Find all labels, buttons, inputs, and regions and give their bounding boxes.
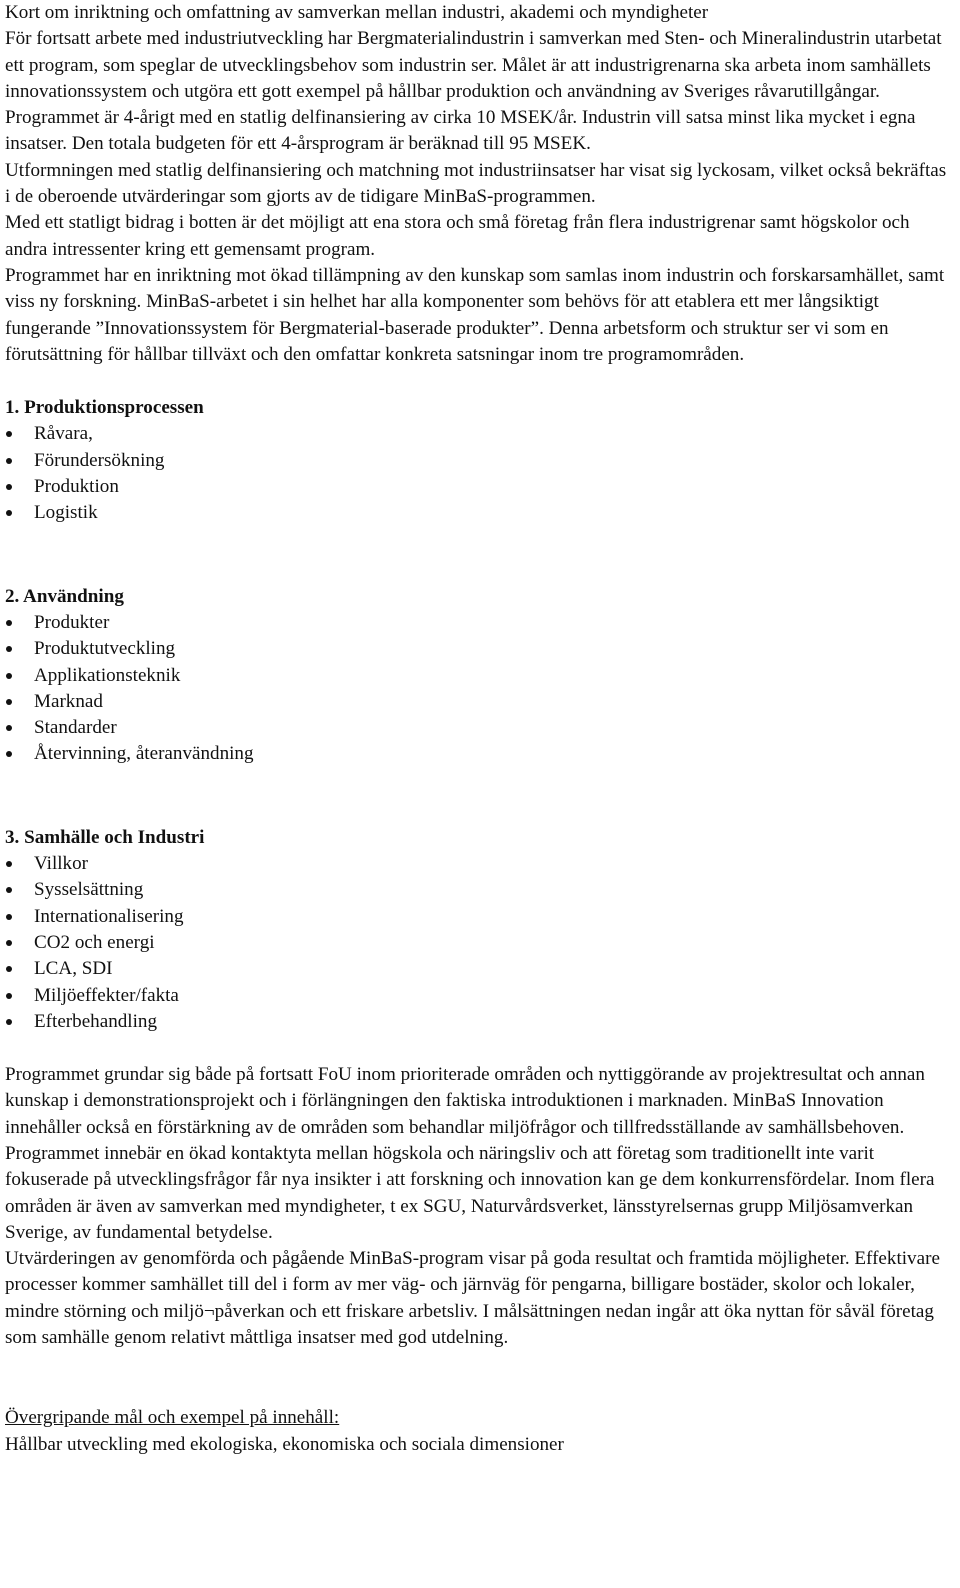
goals-line: Hållbar utveckling med ekologiska, ekonomiska och sociala dimensioner <box>5 1433 564 1455</box>
list-item-label: Förundersökning <box>34 449 165 471</box>
bullet-icon <box>6 646 12 652</box>
body-paragraph-1: Programmet grundar sig både på fortsatt FoU inom prioriterade områden och nyttiggörande av projektresultat och annan kunskap i demonstrationsprojekt och i förlängningen den faktiska introduktionen i marknaden. MinBaS Innovation innehåller också en förstärkning av de områden som behandlar miljöfrågor och tillfredsställande av samhällsbehoven. Programmet innebär en ökad kontaktyta mellan högskola och näringsliv och att företag som traditionellt inte varit fokuserade på utvecklingsfrågor får nya insikter i att forskning och innovation kan ge dem konkurrensfördelar. Inom flera områden är även av samverkan med myndigheter, t ex SGU, Naturvårdsverket, länsstyrelsernas grupp Miljösamverkan Sverige, av fundamental betydelse. <box>5 1064 935 1243</box>
section-heading: 1. Produktionsprocessen <box>5 397 204 419</box>
bullet-icon <box>6 620 12 626</box>
intro-paragraph-3: Utformningen med statlig delfinansiering och matchning mot industriinsatser har visat sig lyckosam, vilket också bekräftas i de oberoende utvärderingar som gjorts av de tidigare MinBaS-programmen. <box>5 159 947 208</box>
section-2 <box>5 584 953 768</box>
document-page <box>5 0 953 1458</box>
intro-title: Kort om inriktning och omfattning av samverkan mellan industri, akademi och myndigheter <box>5 2 709 23</box>
list-item-label: Internationalisering <box>34 905 184 927</box>
body-paragraph-2: Utvärderingen av genomförda och pågående MinBaS-program visar på goda resultat och framtida möjligheter. Effektivare processer kommer samhället till del i form av mer väg- och järnväg för pengarna, billigare bostäder, skolor och lokaler, mindre störning och miljö¬påverkan och ett friskare arbetsliv. I målsättningen nedan ingår att öka nyttan för såväl företag som samhälle genom relativt måttliga insatser med god utdelning. <box>5 1248 940 1349</box>
list-item-label: Logistik <box>34 502 98 524</box>
list-item-label: Råvara, <box>34 423 93 445</box>
list-item-label: CO2 och energi <box>34 931 155 953</box>
list-item-label: Standarder <box>34 717 117 739</box>
list-item-label: Produktutveckling <box>34 638 176 660</box>
bullet-icon <box>6 673 12 679</box>
section-heading: 3. Samhälle och Industri <box>5 826 205 848</box>
bullet-icon <box>6 458 12 464</box>
bullet-icon <box>6 699 12 705</box>
list-item <box>5 741 953 767</box>
list-item-label: Produkter <box>34 611 110 633</box>
list-item-label: LCA, SDI <box>34 958 113 980</box>
bullet-icon <box>6 725 12 731</box>
bullet-icon <box>6 887 12 893</box>
list-item <box>5 663 953 689</box>
list-item <box>5 851 953 877</box>
intro-paragraph-4: Med ett statligt bidrag i botten är det möjligt att ena stora och små företag från flera industrigrenar samt högskolor och andra intressenter kring ett gemensamt program. <box>5 212 910 260</box>
bullet-icon <box>6 966 12 972</box>
goals-subheading: Övergripande mål och exempel på innehåll: <box>5 1407 340 1429</box>
list-item <box>5 904 953 930</box>
list-item <box>5 610 953 636</box>
list-item <box>5 500 953 526</box>
list-item-label: Miljöeffekter/fakta <box>34 984 179 1006</box>
bullet-icon <box>6 1019 12 1025</box>
bullet-icon <box>6 751 12 757</box>
list-item <box>5 956 953 982</box>
list-item <box>5 636 953 662</box>
intro-paragraph-1: För fortsatt arbete med industriutveckling har Bergmaterialindustrin i samverkan med Sten- och Mineralindustrin utarbetat ett program, som speglar de utvecklingsbehov som industrin ser. Målet är att industrigrenarna ska arbeta inom samhällets innovationssystem och utgöra ett gott exempel på hållbar produktion och användning av Sveriges råvarutillgångar. <box>5 28 942 102</box>
list-item <box>5 448 953 474</box>
list-item <box>5 983 953 1009</box>
intro-paragraph-5: Programmet har en inriktning mot ökad tillämpning av den kunskap som samlas inom industrin och forskarsamhället, samt viss ny forskning. MinBaS-arbetet i sin helhet har alla komponenter som behövs för att etablera ett mer långsiktigt fungerande ”Innovationssystem för Bergmaterial-baserade produkter”. Denna arbetsform och struktur ser vi som en förutsättning för hållbar tillväxt och den omfattar konkreta satsningar inom tre programområden. <box>5 264 945 365</box>
list-item <box>5 474 953 500</box>
section-3 <box>5 825 953 1035</box>
list-item <box>5 930 953 956</box>
bullet-icon <box>6 914 12 920</box>
section-1 <box>5 395 953 526</box>
list-item-label: Villkor <box>34 853 89 875</box>
bullet-icon <box>6 510 12 516</box>
list-item-label: Återvinning, återanvändning <box>34 743 254 765</box>
section-heading: 2. Användning <box>5 585 124 607</box>
list-item-label: Sysselsättning <box>34 879 144 901</box>
list-item-label: Produktion <box>34 476 119 498</box>
bullet-icon <box>6 993 12 999</box>
list-item <box>5 715 953 741</box>
list-item <box>5 689 953 715</box>
bullet-list <box>5 421 953 526</box>
list-item <box>5 421 953 447</box>
bullet-list <box>5 851 953 1035</box>
intro-paragraph-2: Programmet är 4-årigt med en statlig delfinansiering av cirka 10 MSEK/år. Industrin vill satsa minst lika mycket i egna insatser. Den totala budgeten för ett 4-årsprogram är beräknad till 95 MSEK. <box>5 107 916 155</box>
bullet-icon <box>6 431 12 437</box>
list-item-label: Efterbehandling <box>34 1010 157 1032</box>
list-item <box>5 1009 953 1035</box>
bullet-icon <box>6 861 12 867</box>
list-item-label: Marknad <box>34 690 103 712</box>
list-item-label: Applikationsteknik <box>34 664 181 686</box>
bullet-icon <box>6 940 12 946</box>
bullet-icon <box>6 484 12 490</box>
bullet-list <box>5 610 953 768</box>
list-item <box>5 877 953 903</box>
